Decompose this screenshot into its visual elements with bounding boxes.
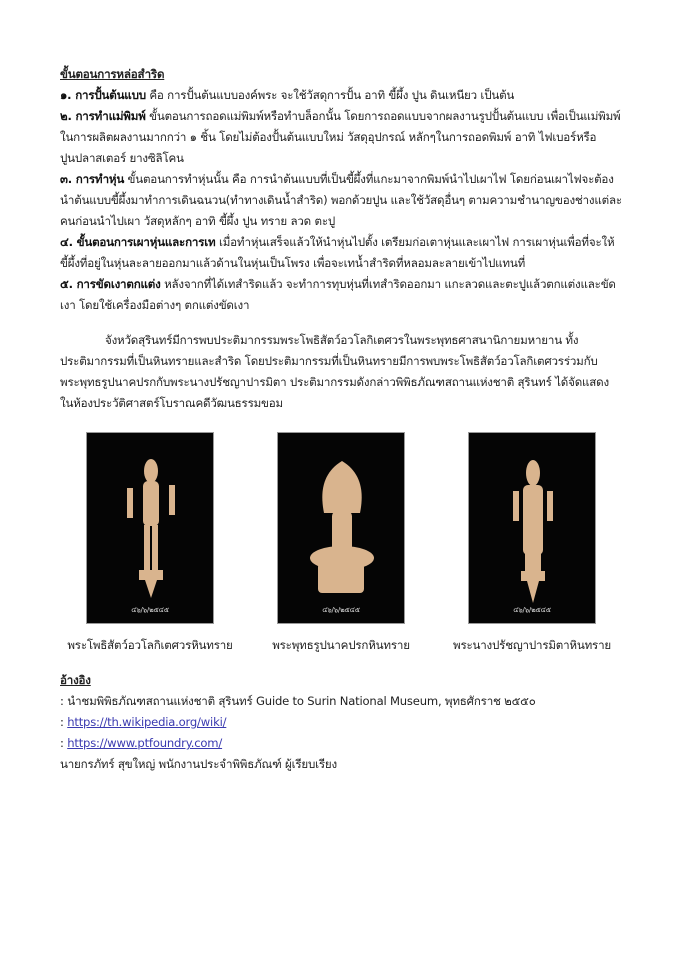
photo-caption: พระโพธิสัตว์อวโลกิเตศวรหินทราย [67, 638, 233, 652]
references-title: อ้างอิง [60, 673, 91, 687]
sculpture-figure [469, 433, 596, 624]
photo-stamp: ๔๖/๖/๒๕๔๕ [131, 606, 169, 614]
sculpture-figure [278, 433, 405, 624]
step-3-line: จะต้องนำต้นแบบขี้ผึ้งมาทำการเดินฉนวน(ทำทางเดินน้ำสำริด) พอกด้วยปูน และใช้วัสดุอื่นๆ ตามความชำนาญของ [60, 172, 614, 207]
step-4: ๔. ขั้นตอนการเผาหุ่นและการเท เมื่อทำหุ่นเสร็จแล้วให้นำหุ่นไปตั้ง เตรียมก่อเตาหุ่นและเผาไฟ การเผาหุ่นเพื่อที่จะให้ขี้ผึ้งที่อยู่ในหุ่นละลายออกมาแล้วด้านในหุ่นเป็นโพรง เพื่อจะเทน้ำสำริดที่หลอมละลายเข้าไปแทนที่ [60, 235, 615, 270]
photo-stamp: ๔๖/๖/๒๕๔๕ [513, 606, 551, 614]
step-3-line: ช่างแต่ละคนก่อนนำไปเผา วัสดุหลักๆ อาทิ ขี้ผึ้ง ปูน ทราย ลวด ตะปู [60, 193, 622, 228]
paragraph-line: ในห้องประวัติศาสตร์โบราณคดีวัฒนธรรมขอม [60, 396, 283, 410]
step-2-line: หรือปูนปลาสเตอร์ ยางซิลิโคน [60, 130, 597, 165]
step-5: ๕. การขัดเงาตกแต่ง หลังจากที่ได้เทสำริดแล้ว จะทำการทุบหุ่นที่เทสำริดออกมา แกะลวดและตะปูแล้วตกแต่งและขัดเงา โดยใช้เครื่องมือต่างๆ ตกแต่งขัดเงา [60, 277, 616, 312]
step-4-line: เพื่อที่จะให้ขี้ผึ้งที่อยู่ในหุ่นละลายออกมาแล้วด้านในหุ่นเป็นโพรง เพื่อจะเทน้ำสำริดที่หลอมละลายเข้าไปแทนที่ [60, 235, 615, 270]
step-1: ๑. การปั้นต้นแบบ คือ การปั้นต้นแบบองค์พระ จะใช้วัสดุการปั้น อาทิ ขี้ผึ้ง ปูน ดินเหนียว เป็นต้น [60, 88, 515, 102]
photo-item [251, 432, 431, 654]
document-body [60, 64, 622, 775]
section-title: ขั้นตอนการหล่อสำริด [60, 67, 165, 81]
step-2-line: แม่พิมพ์ในการผลิตผลงานมากกว่า ๑ ชิ้น โดยไม่ต้องปั้นต้นแบบใหม่ วัสดุอุปกรณ์ หลักๆในการถอดพิมพ์ อาทิ ไฟเบอร์ [60, 109, 621, 144]
photo-item [442, 432, 622, 654]
step-5-line: ขัดเงา โดยใช้เครื่องมือต่างๆ ตกแต่งขัดเงา [60, 277, 616, 312]
reference-link-row: : https://www.ptfoundry.com/ [60, 736, 223, 750]
paragraph [60, 330, 622, 414]
step-3: ๓. การทำหุ่น ขั้นตอนการทำหุ่นนั้น คือ การนำต้นแบบที่เป็นขี้ผึ้งที่แกะมาจากพิมพ์นำไปเผาไฟ โดยก่อนเผาไฟจะต้องนำต้นแบบขี้ผึ้งมาทำการเดินฉนวน(ทำทางเดินน้ำสำริด) พอกด้วยปูน และใช้วัสดุอื่นๆ ตามความชำนาญของช่างแต่ละคนก่อนนำไปเผา วัสดุหลักๆ อาทิ ขี้ผึ้ง ปูน ทราย ลวด ตะปู [60, 172, 622, 228]
photo-caption: พระพุทธรูปนาคปรกหินทราย [272, 638, 410, 652]
wikipedia-link[interactable]: https://th.wikipedia.org/wiki/ [67, 715, 227, 729]
photo-naga-buddha [277, 432, 405, 624]
reference-book: : นำชมพิพิธภัณฑสถานแห่งชาติ สุรินทร์ Guide to Surin National Museum, พุทธศักราช ๒๕๕๐ [60, 694, 536, 708]
photo-item [60, 432, 240, 654]
photo-caption: พระนางปรัชญาปารมิตาหินทราย [453, 638, 611, 652]
sculpture-figure [87, 433, 214, 624]
photo-avalokiteshvara [86, 432, 214, 624]
paragraph-line: พระพุทธรูปนาคปรกกับพระนางปรัชญาปารมิตา ประติมากรรมดังกล่าวพิพิธภัณฑสถานแห่งชาติ สุรินทร์ ได้จัดแสดง [60, 375, 609, 389]
photo-row [60, 432, 622, 654]
photo-prajnaparamita [468, 432, 596, 624]
paragraph-line: จังหวัดสุรินทร์มีการพบประติมากรรมพระโพธิสัตว์อวโลกิเตศวรในพระพุทธศาสนานิกายมหายาน ทั้ง [105, 333, 579, 347]
paragraph-line: ประติมากรรมที่เป็นหินทรายและสำริด โดยประติมากรรมที่เป็นหินทรายมีการพบพระโพธิสัตว์อวโลกิเตศวรร่วมกับ [60, 354, 598, 368]
step-2: ๒. การทำแม่พิมพ์ ขั้นตอนการถอดแม่พิมพ์หรือทำบล็อกนั้น โดยการถอดแบบจากผลงานรูปปั้นต้นแบบ เพื่อเป็นแม่พิมพ์ในการผลิตผลงานมากกว่า ๑ ชิ้น โดยไม่ต้องปั้นต้นแบบใหม่ วัสดุอุปกรณ์ หลักๆในการถอดพิมพ์ อาทิ ไฟเบอร์หรือปูนปลาสเตอร์ ยางซิลิโคน [60, 109, 621, 165]
ptfoundry-link[interactable]: https://www.ptfoundry.com/ [67, 736, 223, 750]
photo-stamp: ๔๖/๖/๒๕๔๕ [322, 606, 360, 614]
author-credit: นายกรภัทร์ สุขใหญ่ พนักงานประจำพิพิธภัณฑ์ ผู้เรียบเรียง [60, 757, 337, 771]
reference-link-row: : https://th.wikipedia.org/wiki/ [60, 715, 227, 729]
